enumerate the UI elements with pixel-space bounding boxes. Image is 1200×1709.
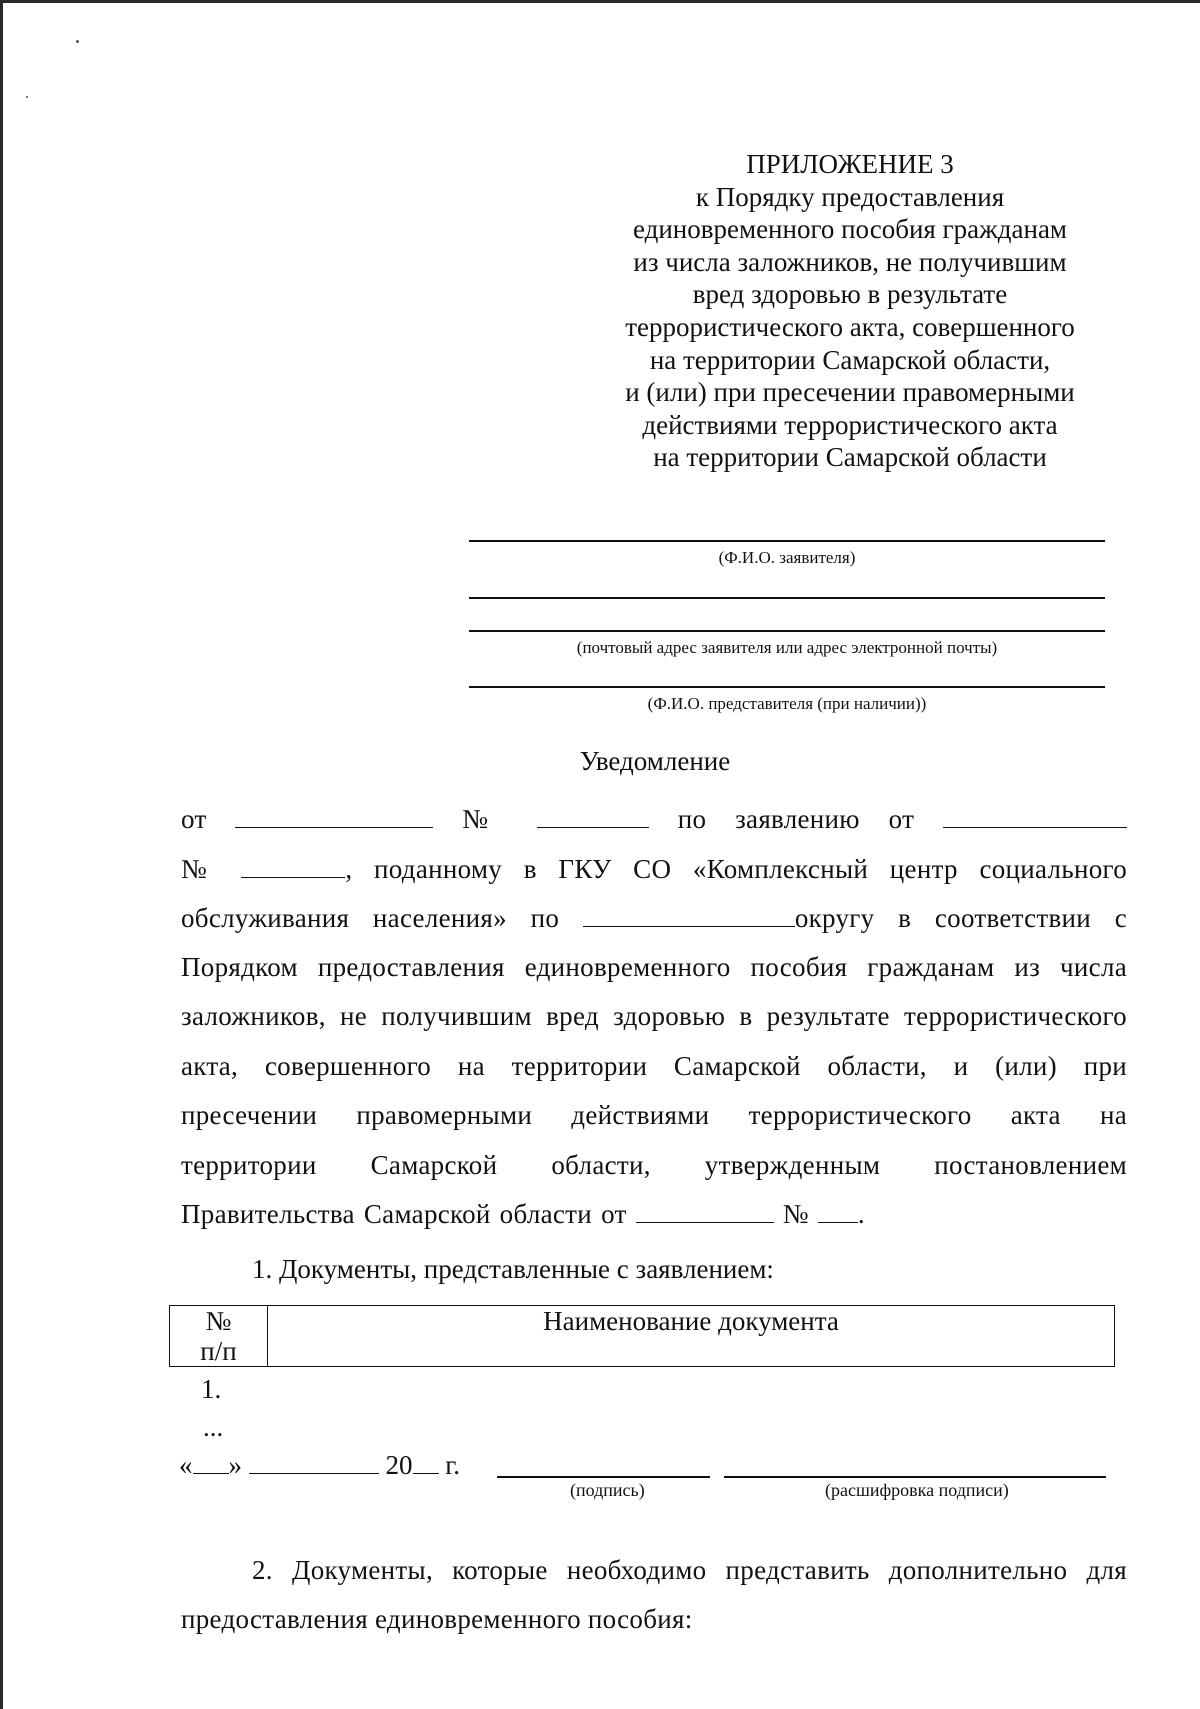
number-sign: № — [782, 1199, 809, 1229]
applicant-name-line[interactable] — [469, 540, 1105, 542]
heading-line: террористического акта, совершенного — [625, 311, 1075, 342]
month-blank[interactable] — [249, 1453, 379, 1474]
heading-line: из числа заложников, не получившим — [633, 246, 1067, 277]
signature-caption: (подпись) — [570, 1480, 645, 1500]
col-header-number — [170, 1306, 268, 1367]
notice-text: , поданному в ГКУ СО «Комплексный центр социального — [345, 854, 1127, 884]
representative-field[interactable] — [469, 686, 1105, 714]
notice-number-blank[interactable] — [537, 807, 649, 828]
year-suffix: г. — [445, 1450, 461, 1480]
col-number-line-1: № — [205, 1306, 232, 1336]
notice-line-7: пресечении правомерными действиями террористического акта на — [181, 1100, 1127, 1130]
appendix-heading — [600, 148, 1100, 474]
quote-open: « — [179, 1450, 193, 1480]
representative-caption: (Ф.И.О. представителя (при наличии)) — [647, 694, 927, 713]
from-label: от — [181, 804, 207, 834]
table-header-row — [170, 1306, 1115, 1367]
section-1-title: 1. Документы, представленные с заявлением: — [252, 1254, 774, 1284]
signature-decoding-caption: (расшифровка подписи) — [825, 1480, 1009, 1500]
address-field-line-1[interactable] — [469, 597, 1105, 599]
notice-text: округу в соответствии с — [794, 903, 1127, 933]
heading-line: и (или) при пресечении правомерными — [625, 377, 1075, 408]
district-blank[interactable] — [583, 906, 795, 927]
notice-line-4: Порядком предоставления единовременного пособия гражданам из числа — [181, 952, 1127, 982]
address-caption: (почтовый адрес заявителя или адрес электронной почты) — [576, 638, 998, 657]
notice-line-8: территории Самарской области, утвержденным постановлением — [181, 1150, 1127, 1180]
number-sign: № — [181, 854, 220, 884]
scan-speck — [26, 96, 28, 98]
date-line — [179, 1450, 460, 1481]
resolution-number-blank[interactable] — [818, 1202, 858, 1223]
scan-border-top — [0, 0, 1200, 3]
notice-title: Уведомление — [579, 746, 731, 776]
from-label-2: от — [888, 804, 915, 834]
signature-line[interactable] — [497, 1476, 710, 1478]
notice-text: Правительства Самарской области от — [181, 1199, 627, 1229]
notice-date-blank[interactable] — [235, 807, 433, 828]
table-row-ellipsis: ... — [203, 1412, 224, 1442]
notice-line-1 — [181, 804, 1127, 835]
address-field[interactable] — [469, 630, 1105, 658]
section-2-title: 2. Документы, которые необходимо представить дополнительно для — [252, 1555, 1127, 1585]
applicant-name-caption: (Ф.И.О. заявителя) — [718, 548, 856, 567]
resolution-date-blank[interactable] — [636, 1202, 774, 1223]
notice-text: обслуживания населения» по — [181, 903, 560, 933]
heading-line: на территории Самарской области, — [649, 344, 1051, 375]
notice-line-2 — [181, 854, 1127, 885]
heading-line: действиями террористического акта — [642, 409, 1058, 440]
appendix-title: ПРИЛОЖЕНИЕ 3 — [746, 149, 954, 179]
heading-line: вред здоровью в результате — [692, 279, 1008, 310]
day-blank[interactable] — [193, 1453, 229, 1474]
year-prefix: 20 — [385, 1450, 413, 1480]
statement-number-blank[interactable] — [241, 857, 345, 878]
statement-date-blank[interactable] — [943, 807, 1127, 828]
signature-decoding-line[interactable] — [724, 1476, 1106, 1478]
quote-close: » — [228, 1450, 242, 1480]
by-label: по — [677, 804, 707, 834]
year-blank[interactable] — [413, 1453, 439, 1474]
col-header-document-name: Наименование документа — [268, 1306, 1115, 1367]
notice-line-3 — [181, 903, 1127, 934]
representative-line[interactable] — [469, 686, 1105, 688]
applicant-name-field[interactable] — [469, 540, 1105, 568]
heading-line: к Порядку предоставления — [695, 181, 1005, 212]
period: . — [857, 1199, 865, 1229]
address-line-1[interactable] — [469, 597, 1105, 599]
notice-line-9 — [181, 1199, 1127, 1230]
scan-border-left — [0, 0, 3, 1709]
notice-line-6: акта, совершенного на территории Самарской области, и (или) при — [181, 1051, 1127, 1081]
statement-label: заявлению — [735, 804, 860, 834]
heading-line: на территории Самарской области — [653, 442, 1047, 473]
number-sign: № — [462, 804, 509, 834]
heading-line: единовременного пособия гражданам — [632, 214, 1068, 245]
address-line-2[interactable] — [469, 630, 1105, 632]
table-row-number: 1. — [201, 1374, 222, 1404]
notice-line-5: заложников, не получившим вред здоровью в результате террористического — [181, 1001, 1127, 1031]
documents-table — [169, 1305, 1115, 1367]
section-2-title-cont: предоставления единовременного пособия: — [181, 1604, 693, 1634]
scan-speck — [76, 40, 79, 43]
col-number-line-2: п/п — [200, 1336, 237, 1366]
